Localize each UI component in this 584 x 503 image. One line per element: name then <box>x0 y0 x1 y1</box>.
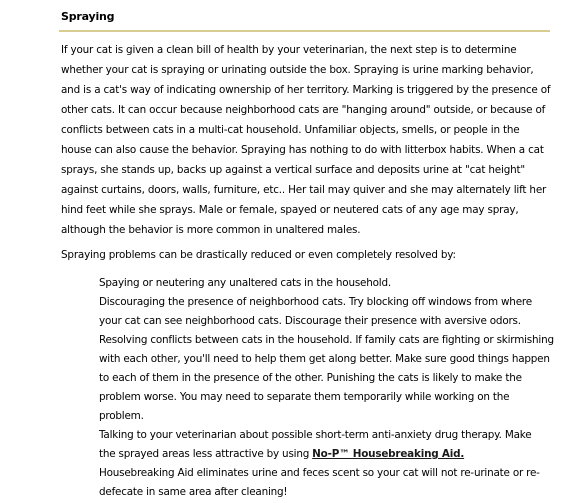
list-item-spay-neuter: Spaying or neutering any unaltered cats in the household. <box>99 277 391 289</box>
list-item-veterinarian <box>99 426 557 464</box>
section-title: Spraying <box>61 10 115 23</box>
list-item-veterinarian-line1: Talking to your veterinarian about possible short-term anti-anxiety drug therapy. Make <box>99 429 532 441</box>
solutions-list <box>99 274 557 502</box>
paragraph-spraying-description: If your cat is given a clean bill of health by your veterinarian, the next step is to determine whether your cat is spraying or urinating outside the box. Spraying is urine marking behavior, and is a cat's way of indicating ownership of her territory. Marking is triggered by the presence of other cats. It can occur because neighborhood cats are "hanging around" outside, or because of conflicts between cats in a multi-cat household. Unfamiliar objects, smells, or people in the house can also cause the behavior. Spraying has nothing to do with litterbox habits. When a cat sprays, she stands up, backs up against a vertical surface and deposits urine at "cat height" against curtains, doors, walls, furniture, etc.. Her tail may quiver and she may alternately lift her hind feet while she sprays. Male or female, spayed or neutered cats of any age may spray, although the behavior is more common in unaltered males. <box>61 44 551 236</box>
list-item-resolve-conflicts: Resolving conflicts between cats in the household. If family cats are fighting or skirmishing with each other, you'll need to help them get along better. Make sure good things happen to each of them in the presence of the other. Punishing the cats is likely to make the problem worse. You may need to separate them temporarily while working on the problem. <box>99 334 554 422</box>
list-item-housebreaking-aid: Housebreaking Aid eliminates urine and feces scent so your cat will not re-urinate or re-defecate in same area after cleaning! <box>99 467 540 498</box>
title-divider <box>59 30 550 32</box>
paragraph-solutions-intro: Spraying problems can be drastically reduced or even completely resolved by: <box>61 249 456 261</box>
list-item-veterinarian-line2: the sprayed areas less attractive by using <box>99 448 310 460</box>
list-item-neighborhood-cats: Discouraging the presence of neighborhood cats. Try blocking off windows from where your cat can see neighborhood cats. Discourage their presence with aversive odors. <box>99 296 532 327</box>
product-link-no-p[interactable]: No-P™ Housebreaking Aid. <box>312 448 465 460</box>
